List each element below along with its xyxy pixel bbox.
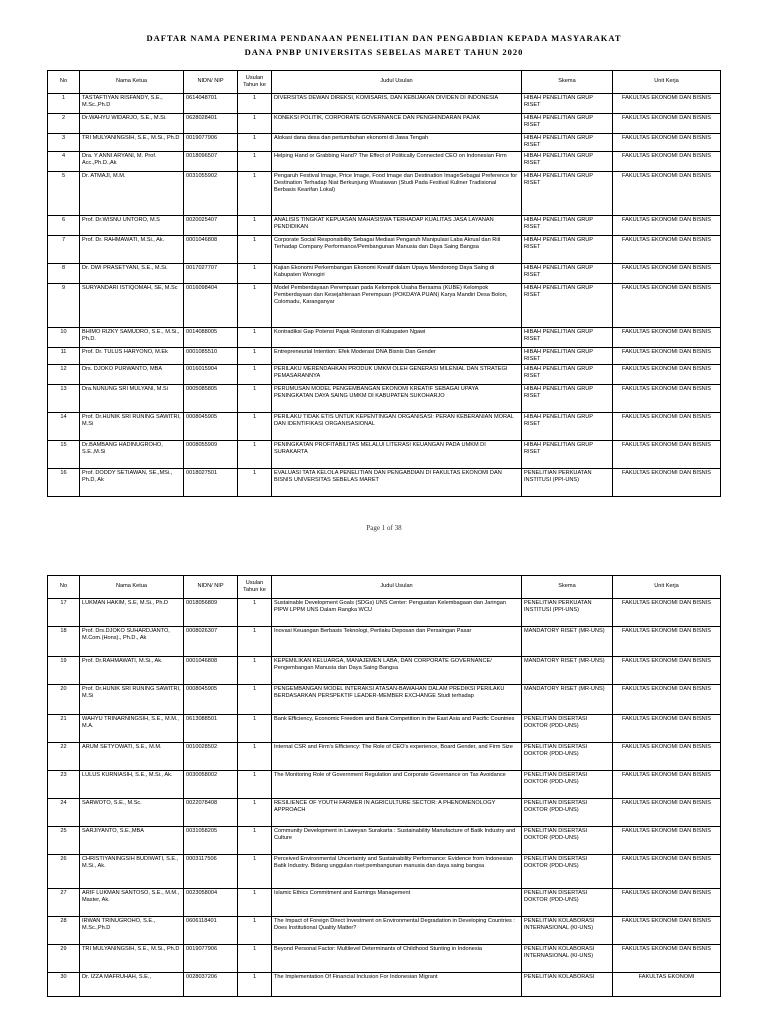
col-usulan-tahun: 1 xyxy=(238,827,272,855)
col-judul-usulan: KEPEMILIKAN KELUARGA, MANAJEMEN LABA, DAN CORPORATE GOVERNANCE/ Pengembangan Manusia dan Daya Saing Bangsa xyxy=(272,657,522,685)
col-judul-usulan: PENINGKATAN PROFITABILITAS MELALUI LITERASI KEUANGAN PADA UMKM DI SURAKARTA xyxy=(272,441,522,469)
table-row xyxy=(48,215,721,235)
col-judul-usulan: Islamic Ethics Commitment and Earnings Management xyxy=(272,889,522,917)
col-usulan-tahun: 1 xyxy=(238,945,272,973)
table-header-row xyxy=(48,576,721,599)
col-nidn-nip: 0010028502 xyxy=(184,743,238,771)
page-footer: Page 1 of 38 xyxy=(366,524,402,532)
col-no: 25 xyxy=(48,827,80,855)
col-judul-usulan: The Implementation Of Financial Inclusion For Indonesian Migrant xyxy=(272,973,522,997)
col-unit-kerja: FAKULTAS EKONOMI DAN BISNIS xyxy=(613,347,721,365)
col-no: 5 xyxy=(48,171,80,215)
col-unit-kerja: FAKULTAS EKONOMI DAN BISNIS xyxy=(613,917,721,945)
table-row xyxy=(48,657,721,685)
col-no: 4 xyxy=(48,151,80,171)
header-col-usulan-tahun: Usulan Tahun ke xyxy=(238,71,272,94)
col-no: 3 xyxy=(48,134,80,152)
col-usulan-tahun: 1 xyxy=(238,385,272,413)
document-title-line-1: DAFTAR NAMA PENERIMA PENDANAAN PENELITIAN DAN PENGABDIAN KEPADA MASYARAKAT xyxy=(146,33,622,43)
col-nidn-nip: 0019077906 xyxy=(184,945,238,973)
col-judul-usulan: The Impact of Foreign Direct Investment on Environmental Degradation in Developing Countries : Does Institutional Quality Matter? xyxy=(272,917,522,945)
col-nama-ketua: Dr. IZZA MAFRUHAH, S.E., xyxy=(80,973,184,997)
col-unit-kerja: FAKULTAS EKONOMI DAN BISNIS xyxy=(613,327,721,347)
col-nidn-nip: 0606118401 xyxy=(184,917,238,945)
col-skema: PENELITIAN DISERTASI DOKTOR (PDD-UNS) xyxy=(522,799,613,827)
col-usulan-tahun: 1 xyxy=(238,151,272,171)
col-nidn-nip: 0008045905 xyxy=(184,413,238,441)
col-no: 14 xyxy=(48,413,80,441)
col-no: 22 xyxy=(48,743,80,771)
header-col-nidn-nip: NIDN/ NIP xyxy=(184,71,238,94)
col-usulan-tahun: 1 xyxy=(238,469,272,497)
col-nidn-nip: 0008045905 xyxy=(184,685,238,715)
col-nama-ketua: SARJIYANTO, S.E.,MBA xyxy=(80,827,184,855)
col-unit-kerja: FAKULTAS EKONOMI DAN BISNIS xyxy=(613,945,721,973)
table-row xyxy=(48,327,721,347)
col-no: 10 xyxy=(48,327,80,347)
col-nama-ketua: Prof. Dr.HUNIK SRI RUNING SAWITRI, M.Si xyxy=(80,685,184,715)
col-judul-usulan: Corporate Social Responsibility Sebagai Mediasi Pengaruh Manipulasi Laba Akrual dan Riil Terhadap Company Performance/Pembangunan Manusia dan Daya Saing Bangsa xyxy=(272,235,522,263)
col-nidn-nip: 0019077906 xyxy=(184,134,238,152)
table-row xyxy=(48,134,721,152)
table-row xyxy=(48,441,721,469)
col-unit-kerja: FAKULTAS EKONOMI DAN BISNIS xyxy=(613,171,721,215)
col-no: 29 xyxy=(48,945,80,973)
col-usulan-tahun: 1 xyxy=(238,413,272,441)
table-row xyxy=(48,171,721,215)
col-judul-usulan: Beyond Personal Factor: Multilevel Determinants of Childhood Stunting in Indonesia xyxy=(272,945,522,973)
col-judul-usulan: Perceived Environmental Uncertainty and Sustainability Performance: Evidence from Indonesian Batik Industry. Bidang unggulan riset:pembangunan manusia dan daya saing bangsa xyxy=(272,855,522,889)
col-nama-ketua: TRI MULYANINGSIH, S.E., M.Si., Ph.D xyxy=(80,945,184,973)
col-unit-kerja: FAKULTAS EKONOMI DAN BISNIS xyxy=(613,799,721,827)
col-nama-ketua: Prof. Dr.WISNU UNTORO, M.S xyxy=(80,215,184,235)
col-unit-kerja: FAKULTAS EKONOMI DAN BISNIS xyxy=(613,94,721,114)
col-nidn-nip: 0031055902 xyxy=(184,171,238,215)
col-unit-kerja: FAKULTAS EKONOMI DAN BISNIS xyxy=(613,263,721,283)
col-skema: HIBAH PENELITIAN GRUP RISET xyxy=(522,263,613,283)
col-nidn-nip: 0020025407 xyxy=(184,215,238,235)
col-nama-ketua: Prof. Drs.DJOKO SUHARDJANTO, M.Com.(Hons)., Ph.D., Ak xyxy=(80,627,184,657)
col-skema: HIBAH PENELITIAN GRUP RISET xyxy=(522,365,613,385)
table-row xyxy=(48,283,721,327)
col-unit-kerja: FAKULTAS EKONOMI DAN BISNIS xyxy=(613,627,721,657)
col-unit-kerja: FAKULTAS EKONOMI DAN BISNIS xyxy=(613,599,721,627)
col-skema: HIBAH PENELITIAN GRUP RISET xyxy=(522,151,613,171)
col-no: 15 xyxy=(48,441,80,469)
col-skema: MANDATORY RISET (MR-UNS) xyxy=(522,657,613,685)
col-unit-kerja: FAKULTAS EKONOMI DAN BISNIS xyxy=(613,441,721,469)
col-unit-kerja: FAKULTAS EKONOMI DAN BISNIS xyxy=(613,413,721,441)
col-skema: HIBAH PENELITIAN GRUP RISET xyxy=(522,385,613,413)
col-nama-ketua: TRI MULYANINGSIH, S.E., M.Si., Ph.D xyxy=(80,134,184,152)
col-nidn-nip: 0001046808 xyxy=(184,657,238,685)
col-nama-ketua: Prof. Dr.RAHMAWATI, M.Si., Ak. xyxy=(80,657,184,685)
col-nidn-nip: 0003117506 xyxy=(184,855,238,889)
col-nama-ketua: Prof. Dr. TULUS HARYONO, M.Ek xyxy=(80,347,184,365)
table-row xyxy=(48,385,721,413)
table-row xyxy=(48,799,721,827)
col-nama-ketua: Dr. DWI PRASETYANI, S.E., M.Si. xyxy=(80,263,184,283)
col-no: 13 xyxy=(48,385,80,413)
col-no: 17 xyxy=(48,599,80,627)
col-skema: HIBAH PENELITIAN GRUP RISET xyxy=(522,283,613,327)
col-judul-usulan: Community Development in Laweyan Surakarta : Sustainability Manufacture of Batik Industry and Culture xyxy=(272,827,522,855)
table-row xyxy=(48,685,721,715)
header-col-no: No xyxy=(48,576,80,599)
col-no: 23 xyxy=(48,771,80,799)
col-skema: HIBAH PENELITIAN GRUP RISET xyxy=(522,347,613,365)
col-usulan-tahun: 1 xyxy=(238,171,272,215)
col-no: 16 xyxy=(48,469,80,497)
recipients-table-page-1 xyxy=(47,70,721,497)
col-nidn-nip: 0613088501 xyxy=(184,715,238,743)
col-skema: PENELITIAN KOLABORASI xyxy=(522,973,613,997)
col-no: 27 xyxy=(48,889,80,917)
col-nidn-nip: 0628028401 xyxy=(184,114,238,134)
col-usulan-tahun: 1 xyxy=(238,771,272,799)
header-col-judul-usulan: Judul Usulan xyxy=(272,576,522,599)
col-unit-kerja: FAKULTAS EKONOMI DAN BISNIS xyxy=(613,385,721,413)
header-col-judul-usulan: Judul Usulan xyxy=(272,71,522,94)
col-unit-kerja: FAKULTAS EKONOMI DAN BISNIS xyxy=(613,114,721,134)
col-unit-kerja: FAKULTAS EKONOMI DAN BISNIS xyxy=(613,715,721,743)
col-skema: PENELITIAN KOLABORASI INTERNASIONAL (KI-UNS) xyxy=(522,917,613,945)
col-usulan-tahun: 1 xyxy=(238,94,272,114)
col-nama-ketua: Prof. DODDY SETIAWAN, SE.,MSi., Ph.D, Ak xyxy=(80,469,184,497)
header-col-nama-ketua: Nama Ketua xyxy=(80,576,184,599)
col-nama-ketua: LUKMAN HAKIM, S.E, M.Si., Ph.D xyxy=(80,599,184,627)
col-no: 30 xyxy=(48,973,80,997)
table-row xyxy=(48,627,721,657)
table-row xyxy=(48,469,721,497)
table-row xyxy=(48,599,721,627)
col-skema: HIBAH PENELITIAN GRUP RISET xyxy=(522,171,613,215)
header-col-unit-kerja: Unit Kerja xyxy=(613,71,721,94)
col-no: 9 xyxy=(48,283,80,327)
col-unit-kerja: FAKULTAS EKONOMI DAN BISNIS xyxy=(613,685,721,715)
col-skema: HIBAH PENELITIAN GRUP RISET xyxy=(522,413,613,441)
table-row xyxy=(48,151,721,171)
col-usulan-tahun: 1 xyxy=(238,973,272,997)
col-nidn-nip: 0016015904 xyxy=(184,365,238,385)
col-unit-kerja: FAKULTAS EKONOMI DAN BISNIS xyxy=(613,151,721,171)
col-usulan-tahun: 1 xyxy=(238,743,272,771)
col-nama-ketua: ARIF LUKMAN SANTOSO, S.E., M.M., Master, Ak. xyxy=(80,889,184,917)
col-usulan-tahun: 1 xyxy=(238,235,272,263)
col-nama-ketua: SURYANDARI ISTIQOMAH, SE, M.Sc xyxy=(80,283,184,327)
col-nama-ketua: SARWOTO, S.E., M.Sc. xyxy=(80,799,184,827)
col-nidn-nip: 0031058205 xyxy=(184,827,238,855)
col-judul-usulan: PERILAKU MERENDAHKAN PRODUK UMKM OLEH GENERASI MILENIAL DAN STRATEGI PEMASARANNYA xyxy=(272,365,522,385)
table-row xyxy=(48,743,721,771)
col-skema: PENELITIAN PERKUATAN INSTITUSI (PPI-UNS) xyxy=(522,599,613,627)
col-usulan-tahun: 1 xyxy=(238,855,272,889)
table-row xyxy=(48,889,721,917)
col-nama-ketua: Dra. Y ANNI ARYANI, M. Prof. Acc.,Ph.D.,Ak xyxy=(80,151,184,171)
col-nama-ketua: BHIMO RIZKY SAMUDRO, S.E., M.Si., Ph.D. xyxy=(80,327,184,347)
col-unit-kerja: FAKULTAS EKONOMI DAN BISNIS xyxy=(613,889,721,917)
col-no: 2 xyxy=(48,114,80,134)
col-nama-ketua: ARUM SETYOWATI, S.E., M.M. xyxy=(80,743,184,771)
col-usulan-tahun: 1 xyxy=(238,263,272,283)
col-unit-kerja: FAKULTAS EKONOMI DAN BISNIS xyxy=(613,365,721,385)
col-nidn-nip: 0018027501 xyxy=(184,469,238,497)
col-no: 26 xyxy=(48,855,80,889)
table-row xyxy=(48,365,721,385)
col-usulan-tahun: 1 xyxy=(238,657,272,685)
col-nama-ketua: Dr.WAHYU WIDARJO, S.E., M.Si. xyxy=(80,114,184,134)
col-unit-kerja: FAKULTAS EKONOMI DAN BISNIS xyxy=(613,469,721,497)
col-skema: HIBAH PENELITIAN GRUP RISET xyxy=(522,134,613,152)
header-col-no: No xyxy=(48,71,80,94)
col-skema: HIBAH PENELITIAN GRUP RISET xyxy=(522,327,613,347)
col-judul-usulan: Internal CSR and Firm's Efficiency: The Role of CEO's experience, Board Gender, and Firm Size xyxy=(272,743,522,771)
col-usulan-tahun: 1 xyxy=(238,441,272,469)
header-col-usulan-tahun: Usulan Tahun ke xyxy=(238,576,272,599)
col-nidn-nip: 0028037206 xyxy=(184,973,238,997)
col-nidn-nip: 0001085510 xyxy=(184,347,238,365)
table-row xyxy=(48,973,721,997)
table-row xyxy=(48,413,721,441)
col-usulan-tahun: 1 xyxy=(238,715,272,743)
col-nidn-nip: 0008026307 xyxy=(184,627,238,657)
col-judul-usulan: The Monitoring Role of Government Regulation and Corporate Governance on Tax Avoidance xyxy=(272,771,522,799)
col-unit-kerja: FAKULTAS EKONOMI DAN BISNIS xyxy=(613,134,721,152)
table-row xyxy=(48,855,721,889)
col-unit-kerja: FAKULTAS EKONOMI DAN BISNIS xyxy=(613,283,721,327)
col-judul-usulan: DIVERSITAS DEWAN DIREKSI, KOMISARIS, DAN KEBIJAKAN DIVIDEN DI INDONESIA xyxy=(272,94,522,114)
col-no: 7 xyxy=(48,235,80,263)
col-judul-usulan: Entrepreneurial Intention: Efek Moderasi DNA Bisnis Dan Gender xyxy=(272,347,522,365)
col-unit-kerja: FAKULTAS EKONOMI DAN BISNIS xyxy=(613,215,721,235)
col-judul-usulan: Alokasi dana desa dan pertumbuhan ekonomi di Jawa Tengah xyxy=(272,134,522,152)
col-nama-ketua: Dra.NUNUNG SRI MULYANI, M.Si xyxy=(80,385,184,413)
table-row xyxy=(48,263,721,283)
col-skema: PENELITIAN DISERTASI DOKTOR (PDD-UNS) xyxy=(522,715,613,743)
col-judul-usulan: Pengaruh Festival Image, Price Image, Food Image dan Destination ImageSebagai Preference for Destination Terhadap Niat Berkunjung Wisatawan (Studi Pada Festival Kuliner Tradisional Berbasis Kearifan Lokal) xyxy=(272,171,522,215)
col-judul-usulan: Sustainable Development Goals (SDGs) UNS Center: Penguatan Kelembagaan dan Jaringan PIPW LPPM UNS Dalam Rangka WCU xyxy=(272,599,522,627)
col-usulan-tahun: 1 xyxy=(238,685,272,715)
col-usulan-tahun: 1 xyxy=(238,327,272,347)
col-skema: PENELITIAN DISERTASI DOKTOR (PDD-UNS) xyxy=(522,743,613,771)
col-nama-ketua: Dr. ATMAJI, M.M. xyxy=(80,171,184,215)
col-usulan-tahun: 1 xyxy=(238,134,272,152)
col-no: 6 xyxy=(48,215,80,235)
col-usulan-tahun: 1 xyxy=(238,114,272,134)
col-nama-ketua: Drs. DJOKO PURWANTO, MBA xyxy=(80,365,184,385)
col-skema: MANDATORY RISET (MR-UNS) xyxy=(522,627,613,657)
header-col-skema: Skema xyxy=(522,576,613,599)
col-nidn-nip: 0018096507 xyxy=(184,151,238,171)
table-row xyxy=(48,114,721,134)
col-skema: HIBAH PENELITIAN GRUP RISET xyxy=(522,441,613,469)
col-judul-usulan: Kontradiksi Gap Potensi Pajak Restoran di Kabupaten Ngawi xyxy=(272,327,522,347)
col-skema: HIBAH PENELITIAN GRUP RISET xyxy=(522,114,613,134)
col-judul-usulan: Model Pemberdayaan Perempuan pada Kelompok Usaha Bersama (KUBE) Kelompok Pemberdayaan dan Kesejahteraan Perempuan (POKDAYA PUAN) Karya Mandiri Desa Bolon, Colomadu, Karanganyar xyxy=(272,283,522,327)
col-nidn-nip: 0017027707 xyxy=(184,263,238,283)
col-usulan-tahun: 1 xyxy=(238,917,272,945)
col-nidn-nip: 0018056809 xyxy=(184,599,238,627)
col-judul-usulan: PENGEMBANGAN MODEL INTERAKSI ATASAN-BAWAHAN DALAM PREDIKSI PERILAKU BERDASARKAN PERSPEKTIF LEADER-MEMBER EXCHANGE Studi terhadap xyxy=(272,685,522,715)
table-row xyxy=(48,917,721,945)
col-nama-ketua: TASTAFTIYAN RISFANDY, S.E., M.Sc.,Ph.D xyxy=(80,94,184,114)
col-judul-usulan: KONEKSI POLITIK, CORPORATE GOVERNANCE DAN PENGHINDARAN PAJAK xyxy=(272,114,522,134)
col-no: 18 xyxy=(48,627,80,657)
col-no: 19 xyxy=(48,657,80,685)
col-skema: PENELITIAN DISERTASI DOKTOR (PDD-UNS) xyxy=(522,827,613,855)
table-row xyxy=(48,771,721,799)
col-unit-kerja: FAKULTAS EKONOMI xyxy=(613,973,721,997)
col-no: 8 xyxy=(48,263,80,283)
table-row xyxy=(48,347,721,365)
col-judul-usulan: Bank Efficiency, Economic Freedom and Bank Competition in the East Asia and Pacific Countries xyxy=(272,715,522,743)
header-col-nidn-nip: NIDN/ NIP xyxy=(184,576,238,599)
col-nama-ketua: LULUS KURNIASIH, S.E., M.Si., Ak. xyxy=(80,771,184,799)
col-no: 11 xyxy=(48,347,80,365)
col-nama-ketua: IRWAN TRINUGROHO, S.E., M.Sc.,Ph.D xyxy=(80,917,184,945)
col-nidn-nip: 0614048701 xyxy=(184,94,238,114)
table-row xyxy=(48,827,721,855)
col-judul-usulan: Kajian Ekonomi Perkembangan Ekonomi Kreatif dalam Upaya Mendorong Daya Saing di Kabupaten Wonogiri xyxy=(272,263,522,283)
col-skema: HIBAH PENELITIAN GRUP RISET xyxy=(522,94,613,114)
col-nidn-nip: 0001046808 xyxy=(184,235,238,263)
table-row xyxy=(48,94,721,114)
col-judul-usulan: Inovasi Keuangan Berbasis Teknologi, Perilaku Deposan dan Persaingan Pasar xyxy=(272,627,522,657)
col-usulan-tahun: 1 xyxy=(238,599,272,627)
col-skema: PENELITIAN PERKUATAN INSTITUSI (PPI-UNS) xyxy=(522,469,613,497)
col-nidn-nip: 0008055909 xyxy=(184,441,238,469)
col-skema: PENELITIAN DISERTASI DOKTOR (PDD-UNS) xyxy=(522,889,613,917)
col-unit-kerja: FAKULTAS EKONOMI DAN BISNIS xyxy=(613,771,721,799)
document-title-line-2: DANA PNBP UNIVERSITAS SEBELAS MARET TAHUN 2020 xyxy=(244,47,524,57)
col-usulan-tahun: 1 xyxy=(238,627,272,657)
col-usulan-tahun: 1 xyxy=(238,799,272,827)
col-judul-usulan: ANALISIS TINGKAT KEPUASAN MAHASISWA TERHADAP KUALITAS JASA LAYANAN PENDIDIKAN xyxy=(272,215,522,235)
col-unit-kerja: FAKULTAS EKONOMI DAN BISNIS xyxy=(613,743,721,771)
col-skema: PENELITIAN KOLABORASI INTERNASIONAL (KI-UNS) xyxy=(522,945,613,973)
col-judul-usulan: Helping Hand or Grabbing Hand? The Effect of Politically Connected CEO on Indonesian Firm xyxy=(272,151,522,171)
col-nama-ketua: WAHYU TRINARNINGSIH, S.E., M.M., M.A. xyxy=(80,715,184,743)
col-skema: PENELITIAN DISERTASI DOKTOR (PDD-UNS) xyxy=(522,855,613,889)
col-no: 20 xyxy=(48,685,80,715)
col-usulan-tahun: 1 xyxy=(238,347,272,365)
col-nama-ketua: Prof. Dr.HUNIK SRI RUNING SAWITRI, M.Si xyxy=(80,413,184,441)
col-nama-ketua: Dr.BAMBANG HADINUGROHO, S.E.,M.Si xyxy=(80,441,184,469)
col-unit-kerja: FAKULTAS EKONOMI DAN BISNIS xyxy=(613,855,721,889)
col-skema: HIBAH PENELITIAN GRUP RISET xyxy=(522,235,613,263)
col-skema: PENELITIAN DISERTASI DOKTOR (PDD-UNS) xyxy=(522,771,613,799)
col-no: 12 xyxy=(48,365,80,385)
header-col-unit-kerja: Unit Kerja xyxy=(613,576,721,599)
col-skema: HIBAH PENELITIAN GRUP RISET xyxy=(522,215,613,235)
col-nama-ketua: Prof. Dr. RAHMAWATI, M.Si., Ak. xyxy=(80,235,184,263)
recipients-table-page-2 xyxy=(47,575,721,997)
col-nidn-nip: 0022078408 xyxy=(184,799,238,827)
col-no: 21 xyxy=(48,715,80,743)
col-judul-usulan: RESILIENCE OF YOUTH FARMER IN AGRICULTURE SECTOR: A PHENOMENOLOGY APPROACH xyxy=(272,799,522,827)
table-row xyxy=(48,945,721,973)
col-judul-usulan: PERILAKU TIDAK ETIS UNTUK KEPENTINGAN ORGANISASI: PERAN KEBERANIAN MORAL DAN IDENTIFIKASI ORGANISASIONAL xyxy=(272,413,522,441)
col-nidn-nip: 0016098404 xyxy=(184,283,238,327)
col-unit-kerja: FAKULTAS EKONOMI DAN BISNIS xyxy=(613,235,721,263)
col-no: 24 xyxy=(48,799,80,827)
col-usulan-tahun: 1 xyxy=(238,889,272,917)
table-row xyxy=(48,715,721,743)
col-skema: MANDATORY RISET (MR-UNS) xyxy=(522,685,613,715)
col-usulan-tahun: 1 xyxy=(238,283,272,327)
col-unit-kerja: FAKULTAS EKONOMI DAN BISNIS xyxy=(613,827,721,855)
col-usulan-tahun: 1 xyxy=(238,215,272,235)
col-no: 1 xyxy=(48,94,80,114)
header-col-skema: Skema xyxy=(522,71,613,94)
col-nama-ketua: CHRISTIYANINGSIH BUDIWATI, S.E., M.Si., Ak. xyxy=(80,855,184,889)
col-nidn-nip: 0030058002 xyxy=(184,771,238,799)
col-judul-usulan: EVALUASI TATA KELOLA PENELITIAN DAN PENGABDIAN DI FAKULTAS EKONOMI DAN BISNIS UNIVERSITAS SEBELAS MARET xyxy=(272,469,522,497)
table-header-row xyxy=(48,71,721,94)
col-nidn-nip: 0023058004 xyxy=(184,889,238,917)
col-unit-kerja: FAKULTAS EKONOMI DAN BISNIS xyxy=(613,657,721,685)
table-row xyxy=(48,235,721,263)
col-no: 28 xyxy=(48,917,80,945)
col-nidn-nip: 0014088005 xyxy=(184,327,238,347)
col-judul-usulan: PERUMUSAN MODEL PENGEMBANGAN EKONOMI KREATIF SEBAGAI UPAYA PENINGKATAN DAYA SAING UMKM DI KABUPATEN SUKOHARJO xyxy=(272,385,522,413)
header-col-nama-ketua: Nama Ketua xyxy=(80,71,184,94)
col-nidn-nip: 0005085805 xyxy=(184,385,238,413)
col-usulan-tahun: 1 xyxy=(238,365,272,385)
